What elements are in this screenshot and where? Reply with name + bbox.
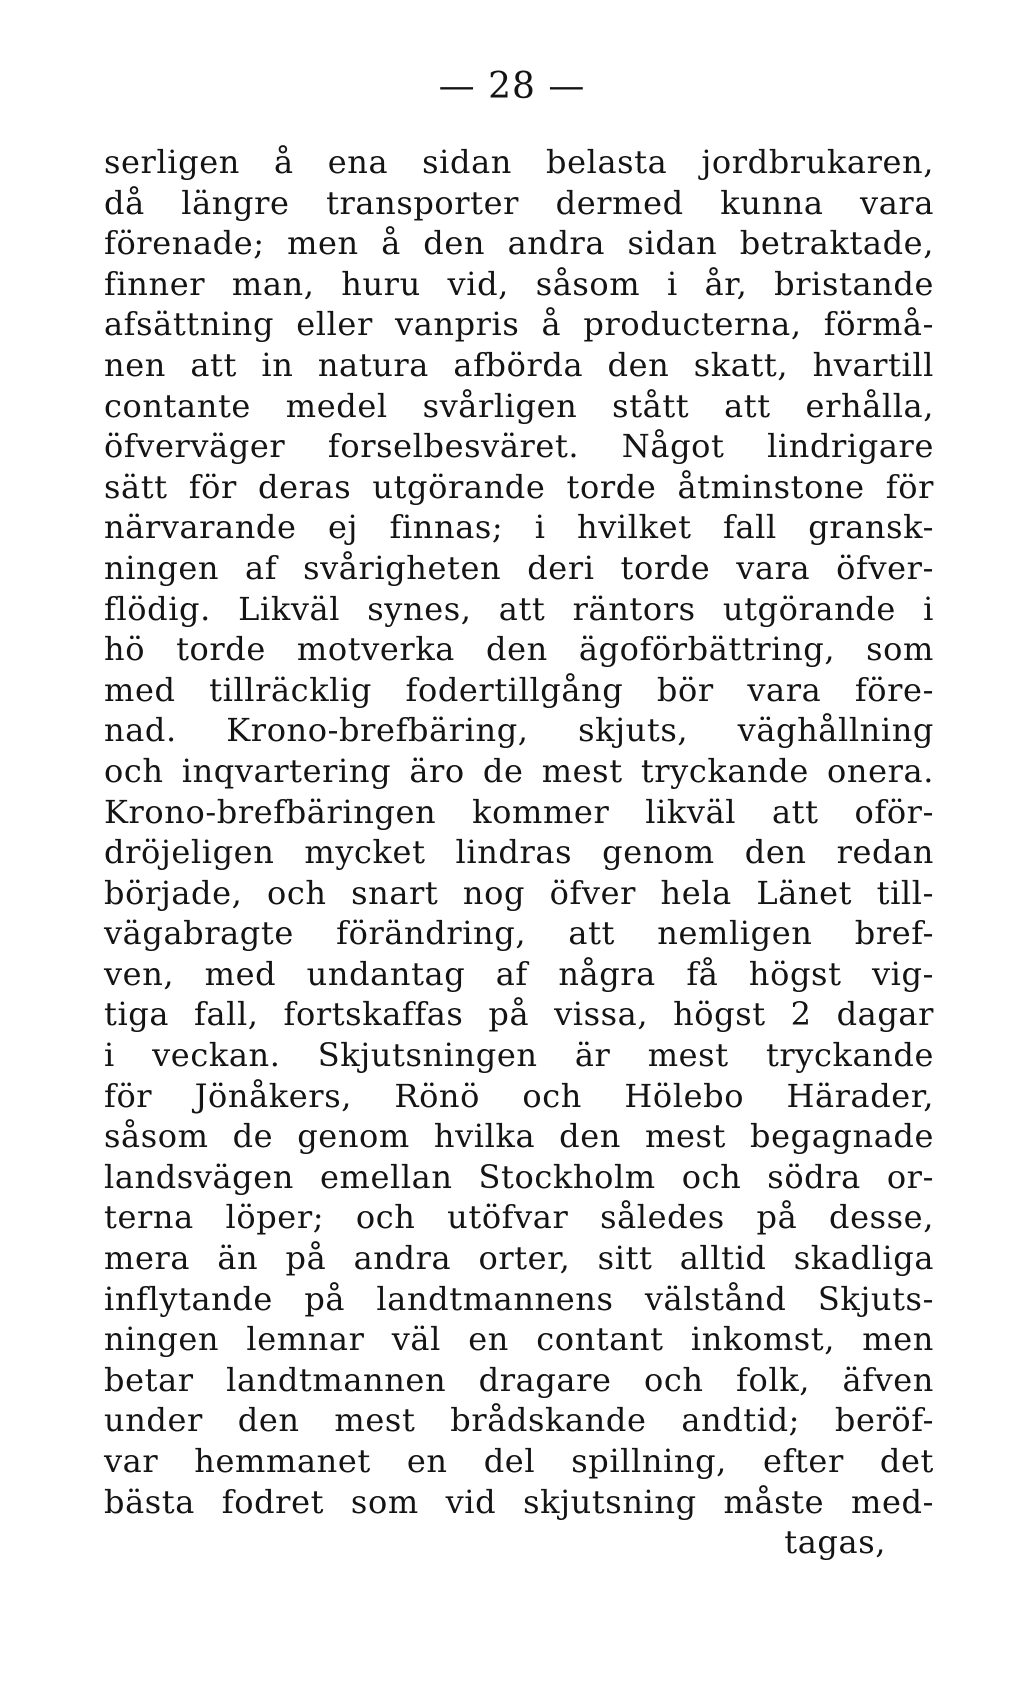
text-line: ningen af svårigheten deri torde vara öfver-	[104, 548, 934, 587]
text-line: flödig. Likväl synes, att räntors utgörande i	[104, 589, 934, 628]
text-line: dröjeligen mycket lindras genom den redan	[104, 833, 934, 872]
text-line: öfverväger forselbesväret. Något lindrigare	[104, 427, 934, 466]
text-line: contante medel svårligen stått att erhålla,	[104, 386, 934, 425]
text-line: med tillräcklig fodertillgång bör vara före-	[104, 670, 934, 709]
text-line: betar landtmannen dragare och folk, äfven	[104, 1360, 934, 1399]
text-line: då längre transporter dermed kunna vara	[104, 183, 934, 222]
text-line: var hemmanet en del spillning, efter det	[104, 1442, 934, 1480]
text-line: serligen å ena sidan belasta jordbrukaren,	[104, 143, 934, 181]
text-line: under den mest brådskande andtid; beröf-	[104, 1401, 934, 1440]
text-line: nen att in natura afbörda den skatt, hvartill	[104, 345, 934, 384]
text-line: Krono-brefbäringen kommer likväl att oför-	[104, 792, 934, 831]
text-line: terna löper; och utöfvar således på desse,	[104, 1198, 934, 1237]
text-line: finner man, huru vid, såsom i år, bristande	[104, 264, 934, 303]
text-line: började, och snart nog öfver hela Länet till-	[104, 873, 934, 912]
page-number: — 28 —	[438, 66, 586, 107]
body-text	[104, 142, 934, 1563]
text-line: förenade; men å den andra sidan betraktade,	[104, 224, 934, 263]
text-line: tagas,	[784, 1523, 886, 1562]
text-line: inflytande på landtmannens välstånd Skjuts-	[104, 1279, 934, 1318]
text-line: vägabragte förändring, att nemligen bref-	[104, 914, 934, 953]
text-line: i veckan. Skjutsningen är mest tryckande	[104, 1036, 934, 1075]
text-line: landsvägen emellan Stockholm och södra or-	[104, 1157, 934, 1196]
text-line: tiga fall, fortskaffas på vissa, högst 2 dagar	[104, 995, 934, 1034]
text-line: ven, med undantag af några få högst vig-	[104, 954, 934, 993]
text-line: bästa fodret som vid skjutsning måste med-	[104, 1482, 934, 1521]
text-line: ningen lemnar väl en contant inkomst, men	[104, 1320, 934, 1359]
text-line: såsom de genom hvilka den mest begagnade	[104, 1117, 934, 1156]
text-line: afsättning eller vanpris å producterna, förmå-	[104, 305, 934, 344]
text-line: mera än på andra orter, sitt alltid skadliga	[104, 1239, 934, 1278]
text-line: närvarande ej finnas; i hvilket fall gransk-	[104, 508, 934, 547]
text-line: och inqvartering äro de mest tryckande onera.	[104, 751, 934, 790]
text-line: sätt för deras utgörande torde åtminstone för	[104, 467, 934, 506]
text-line: hö torde motverka den ägoförbättring, som	[104, 630, 934, 669]
text-line: nad. Krono-brefbäring, skjuts, väghållning	[104, 711, 934, 750]
text-line: för Jönåkers, Rönö och Hölebo Härader,	[104, 1076, 934, 1115]
